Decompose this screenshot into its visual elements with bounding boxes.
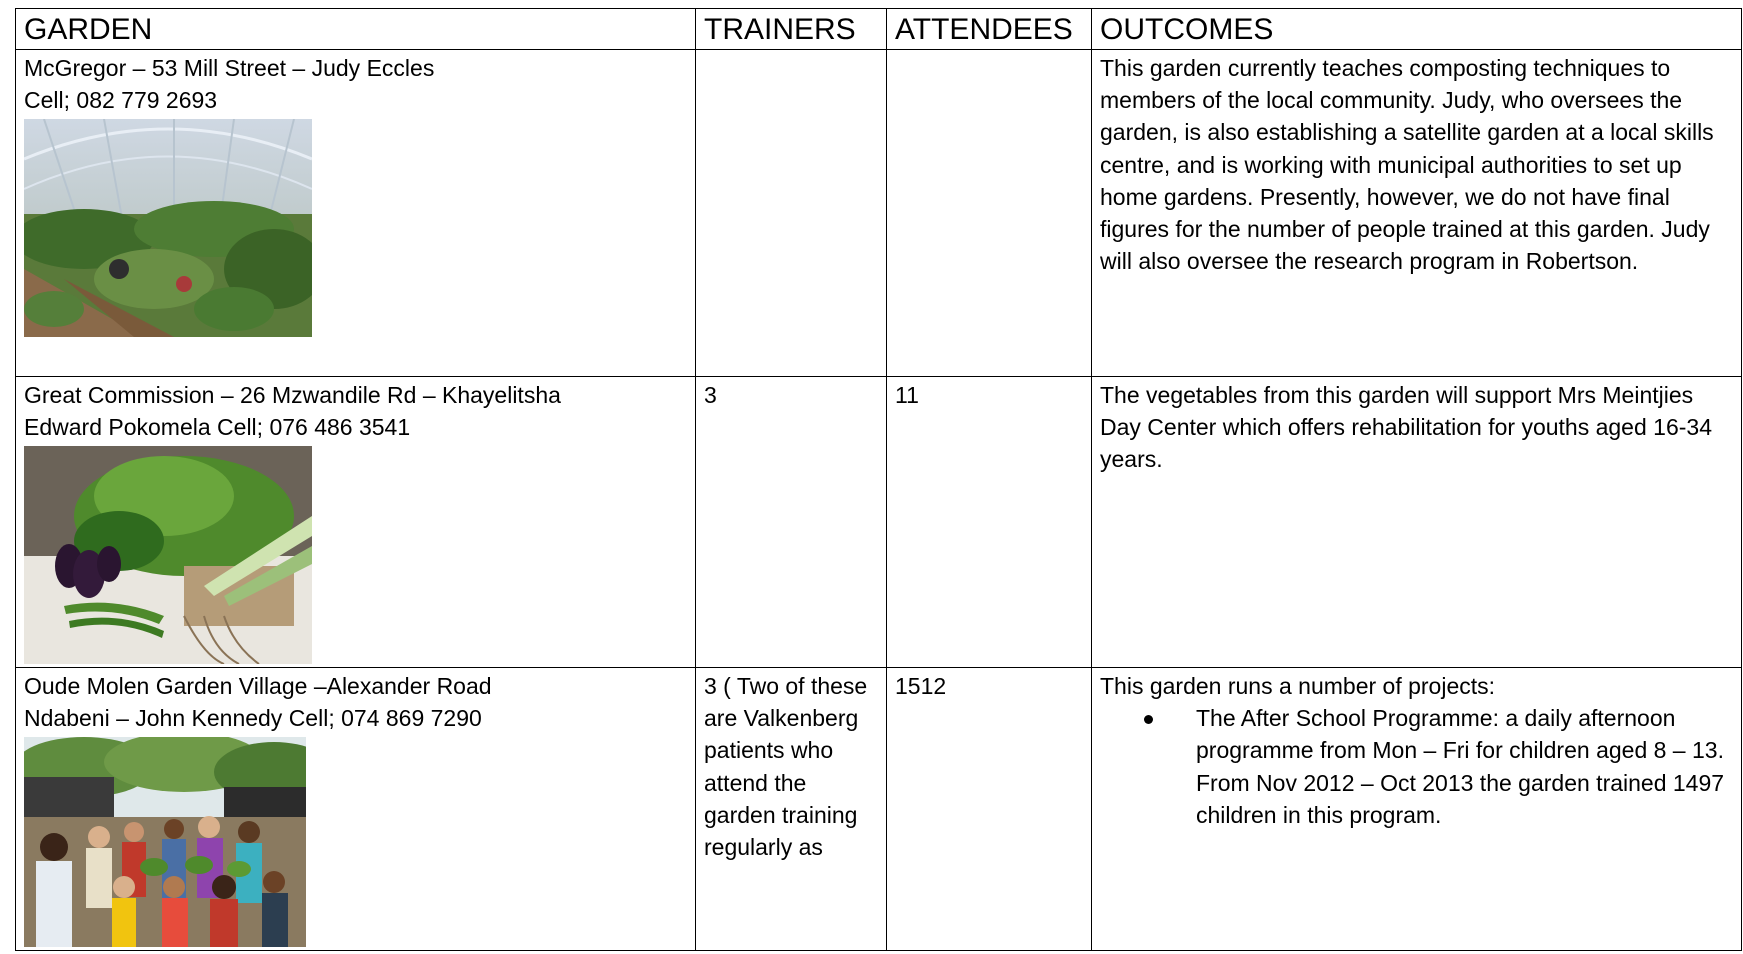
outcomes-cell [1092, 377, 1742, 668]
trainers-cell: 3 [696, 377, 887, 668]
table-row [16, 50, 1742, 377]
header-outcomes: OUTCOMES [1092, 9, 1742, 50]
header-row [16, 9, 1742, 50]
garden-address: Oude Molen Garden Village –Alexander Road [24, 673, 492, 699]
garden-contact: Cell; 082 779 2693 [24, 87, 218, 114]
outcomes-bullet-list [1100, 702, 1733, 831]
garden-training-table [15, 8, 1742, 951]
outcomes-text: This garden currently teaches composting techniques to members of the local community. Judy, who oversees the garden, is also establishing a satellite garden at a local skills centre, and is working with municipal authorities to set up home gardens. Presently, however, we do not have final figures for the number of people trained at this garden. Judy will also oversee the research program in Robertson. [1100, 55, 1714, 275]
header-trainers: TRAINERS [696, 9, 887, 50]
greenhouse-garden-photo [24, 119, 312, 337]
attendees-cell [887, 50, 1092, 377]
garden-address: McGregor – 53 Mill Street – Judy Eccles [24, 55, 435, 81]
garden-cell [16, 50, 696, 377]
attendees-cell: 11 [887, 377, 1092, 668]
outcomes-text: The vegetables from this garden will support Mrs Meintjies Day Center which offers rehabilitation for youths aged 16-34 years. [1100, 382, 1712, 473]
outcomes-intro: This garden runs a number of projects: [1100, 673, 1496, 699]
header-garden: GARDEN [16, 9, 696, 50]
garden-cell [16, 377, 696, 668]
bullet-icon [1144, 715, 1153, 724]
table-row [16, 668, 1742, 951]
list-item [1196, 702, 1733, 831]
table-row [16, 377, 1742, 668]
outcomes-cell [1092, 50, 1742, 377]
vegetables-photo [24, 446, 312, 664]
garden-cell [16, 668, 696, 951]
attendees-cell: 1512 [887, 668, 1092, 951]
header-attendees: ATTENDEES [887, 9, 1092, 50]
garden-address: Great Commission – 26 Mzwandile Rd – Khayelitsha [24, 382, 561, 408]
garden-contact: Edward Pokomela Cell; 076 486 3541 [24, 414, 411, 441]
list-item-text: The After School Programme: a daily afternoon programme from Mon – Fri for children aged 8 – 13. From Nov 2012 – Oct 2013 the garden trained 1497 children in this program. [1196, 705, 1725, 828]
trainers-cell [696, 668, 887, 951]
children-group-photo [24, 737, 306, 947]
outcomes-cell [1092, 668, 1742, 951]
trainers-cell [696, 50, 887, 377]
trainers-text: 3 ( Two of these are Valkenberg patients who attend the garden training regularly as [704, 673, 868, 861]
garden-contact: Ndabeni – John Kennedy Cell; 074 869 7290 [24, 705, 482, 732]
